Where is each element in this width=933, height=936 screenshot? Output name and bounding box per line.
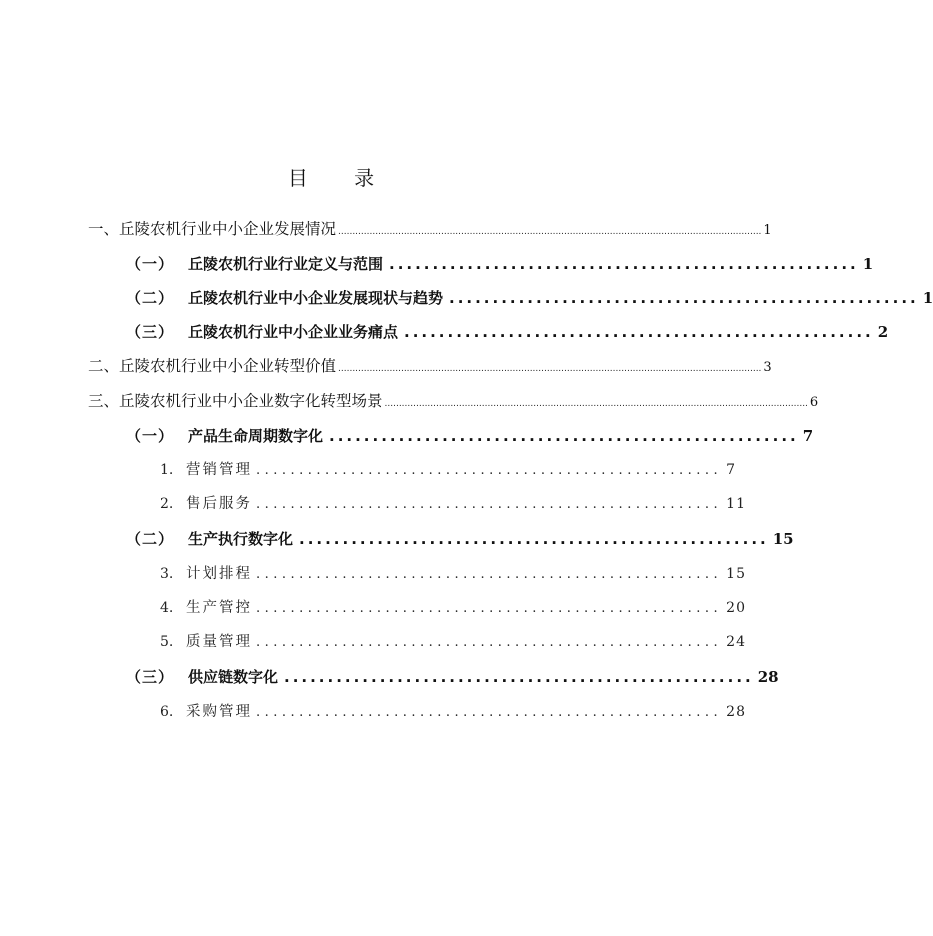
toc-entry-text: 一、丘陵农机行业中小企业发展情况 (88, 220, 337, 238)
dot-leader: ...................................................... (404, 323, 874, 341)
dot-leader: ...................................................... (256, 705, 723, 720)
toc-entry[interactable] (88, 217, 772, 241)
toc-entry-text: 产品生命周期数字化 (188, 427, 324, 445)
toc-page-number: 15 (772, 530, 794, 548)
dot-leader: ...................................................... (256, 635, 723, 650)
toc-title: 目 录 (287, 166, 395, 190)
toc-page-number: 1 (922, 289, 933, 307)
toc-entry[interactable] (126, 320, 889, 344)
toc-page-number: 28 (757, 668, 779, 686)
toc-entry[interactable] (160, 596, 746, 620)
toc-entry-number: （三） (126, 323, 175, 341)
dot-leader: ...................................................... (329, 427, 799, 445)
dot-leader: ...................................................... (256, 567, 723, 582)
toc-entry-text: 丘陵农机行业行业定义与范围 (188, 255, 384, 273)
toc-page-number: 20 (726, 600, 746, 616)
toc-entry-number: （一） (126, 255, 175, 273)
dot-leader: ...................................................... (256, 497, 723, 512)
toc-entry-number: 1. (160, 462, 174, 478)
toc-entry-number: （二） (126, 530, 175, 548)
toc-entry-number: 3. (160, 566, 174, 582)
toc-entry-number: 4. (160, 600, 174, 616)
toc-entry[interactable] (126, 286, 933, 310)
toc-entry-number: （三） (126, 668, 175, 686)
toc-entry[interactable] (126, 665, 779, 689)
toc-entry-text: 售后服务 (186, 496, 252, 512)
toc-entry[interactable] (88, 389, 819, 413)
toc-entry-text: 供应链数字化 (188, 668, 279, 686)
toc-entry-number: （二） (126, 289, 175, 307)
dot-leader: .................................................................................................................................................... (384, 399, 808, 409)
toc-entry[interactable] (160, 630, 746, 654)
toc-entry-text: 计划排程 (186, 566, 252, 582)
dot-leader: ...................................................... (256, 463, 723, 478)
toc-page-number: 3 (763, 360, 772, 375)
toc-entry-text: 采购管理 (186, 704, 252, 720)
toc-page-number: 7 (726, 462, 737, 478)
dot-leader: .................................................................................................................................................... (338, 364, 762, 374)
toc-page-number: 24 (726, 634, 746, 650)
toc-entry[interactable] (126, 252, 874, 276)
dot-leader: ...................................................... (449, 289, 919, 307)
toc-entry[interactable] (160, 492, 746, 516)
toc-entry-number: （一） (126, 427, 175, 445)
toc-entry[interactable] (126, 424, 814, 448)
toc-page-number: 15 (726, 566, 746, 582)
toc-entry-text: 生产管控 (186, 600, 252, 616)
dot-leader: ...................................................... (284, 668, 754, 686)
toc-page-number: 28 (726, 704, 746, 720)
toc-entry[interactable] (160, 700, 746, 724)
toc-page-number: 2 (877, 323, 889, 341)
toc-entry-text: 质量管理 (186, 634, 252, 650)
toc-entry-text: 生产执行数字化 (188, 530, 294, 548)
toc-entry[interactable] (126, 527, 794, 551)
toc-entry-text: 三、丘陵农机行业中小企业数字化转型场景 (88, 392, 383, 410)
toc-page-number: 1 (763, 223, 772, 238)
toc-page-number: 6 (809, 395, 819, 410)
dot-leader: ...................................................... (256, 601, 723, 616)
dot-leader: ...................................................... (299, 530, 769, 548)
toc-page-number: 1 (862, 255, 874, 273)
toc-entry[interactable] (88, 354, 772, 378)
toc-entry-text: 营销管理 (186, 462, 252, 478)
toc-entry-text: 丘陵农机行业中小企业业务痛点 (188, 323, 399, 341)
toc-entry-number: 2. (160, 496, 174, 512)
toc-entry-number: 6. (160, 704, 174, 720)
toc-page-number: 7 (802, 427, 814, 445)
toc-entry-text: 丘陵农机行业中小企业发展现状与趋势 (188, 289, 444, 307)
dot-leader: ...................................................... (389, 255, 859, 273)
toc-entry[interactable] (160, 458, 737, 482)
toc-page-number: 11 (726, 496, 746, 512)
dot-leader: .................................................................................................................................................... (338, 227, 762, 237)
toc-entry[interactable] (160, 562, 746, 586)
toc-entry-text: 二、丘陵农机行业中小企业转型价值 (88, 357, 337, 375)
toc-entry-number: 5. (160, 634, 174, 650)
